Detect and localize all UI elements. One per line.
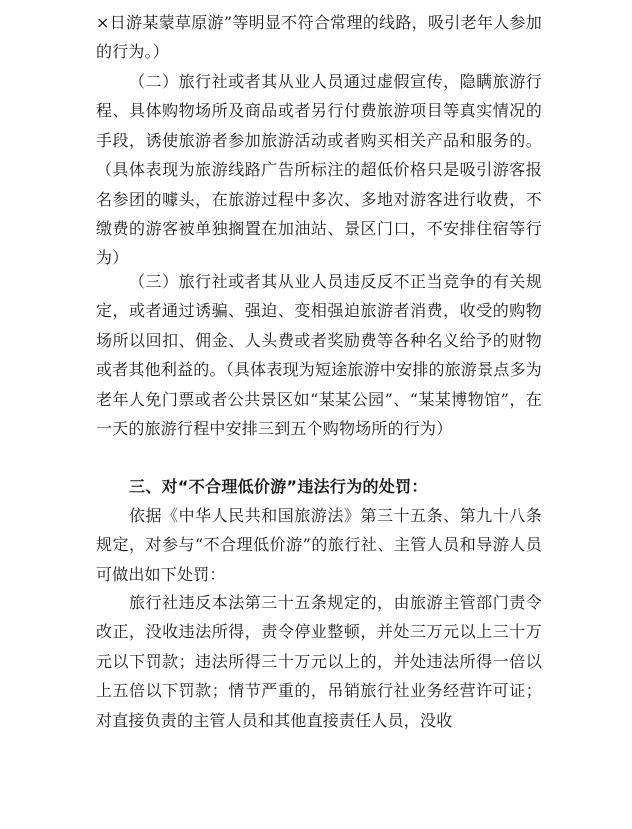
paragraph-continuation: ×日游某蒙草原游”等明显不符合常理的线路，吸引老年人参加的行为。） (96, 13, 542, 62)
section-heading-penalties: 三、对“不合理低价游”违法行为的处罚： (129, 477, 428, 496)
paragraph-legal-basis: 依据《中华人民共和国旅游法》第三十五条、第九十八条规定，对参与“不合理低价游”的旅行社、主管人员和导游人员可做出如下处罚： (96, 506, 542, 584)
paragraph-penalty-details: 旅行社违反本法第三十五条规定的，由旅游主管部门责令改正，没收违法所得，责令停业整顿，并处三万元以上三十万元以下罚款；违法所得三十万元以上的，并处违法所得一倍以上五倍以下罚款；情节严重的，吊销旅行社业务经营许可证；对直接负责的主管人员和其他直接责任人员，没收 (96, 593, 542, 730)
paragraph-item-three: （三）旅行社或者其从业人员违反反不正当竞争的有关规定，或者通过诱骗、强迫、变相强迫旅游者消费，收受的购物场所以回扣、佣金、人头费或者奖励费等各种名义给予的财物或者其他利益的。（具体表现为短途旅游中安排的旅游景点多为老年人免门票或者公共景区如“某某公园”、“某某博物馆”，在一天的旅游行程中安排三到五个购物场所的行为） (96, 272, 542, 439)
paragraph-item-two: （二）旅行社或者其从业人员通过虚假宣传，隐瞒旅游行程、具体购物场所及商品或者另行付费旅游项目等真实情况的手段，诱使旅游者参加旅游活动或者购买相关产品和服务的。（具体表现为旅游线路广告所标注的超低价格只是吸引游客报名参团的噱头，在旅游过程中多次、多地对游客进行收费，不缴费的游客被单独搁置在加油站、景区门口，不安排住宿等行为） (96, 72, 542, 268)
